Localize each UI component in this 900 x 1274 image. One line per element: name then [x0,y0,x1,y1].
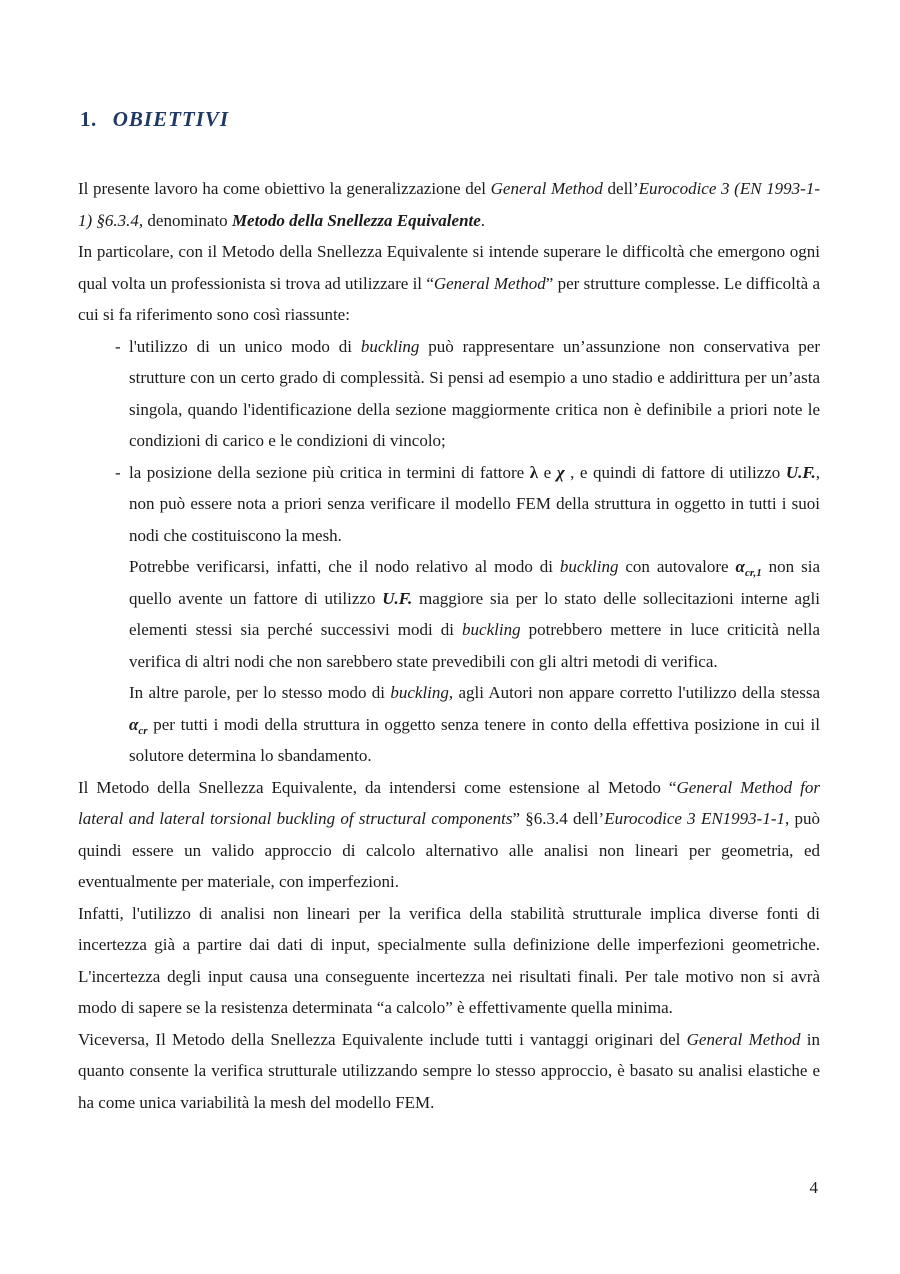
text-run: General Method for lateral and lateral torsional buckling of structural components [78,777,820,828]
text-run: buckling [559,557,619,576]
text-run: α [129,714,139,734]
text-run: in quanto consente la verifica strutturale utilizzando sempre lo stesso approccio, è basato su analisi elastiche e ha come unica variabilità la mesh del modello FEM. [78,1029,820,1112]
text-run: non sia quello avente un fattore di utilizzo [129,557,820,608]
paragraph [78,236,820,331]
text-run: General Method [433,273,546,293]
text-run: . [480,210,486,230]
text-run: la posizione della sezione più critica in termini di fattore [129,462,530,482]
text-run: Eurocodice 3 (EN 1993-1-1) §6.3.4 [78,179,820,230]
text-run: può rappresentare un’assunzione non conservativa per strutture con un certo grado di complessità. Si pensi ad esempio a uno stadio e addirittura per un’asta singola, quando l'identificazione della sezione maggiormente critica non è definibile a priori note le condizioni di carico e le condizioni di vincolo; [129,336,820,450]
section-heading [80,106,820,133]
text-run: cr [138,724,148,737]
text-run: per tutti i modi della struttura in oggetto senza tenere in conto della effettiva posizione in cui il solutore determina lo sbandamento. [129,714,820,765]
text-run: , e quindi di fattore di utilizzo [564,462,786,482]
text-run: ” per strutture complesse. Le difficoltà a cui si fa riferimento sono così riassunte: [78,273,820,324]
text-run: buckling [360,336,420,356]
text-run: Il presente lavoro ha come obiettivo la generalizzazione del [78,179,491,198]
bullet-dash: - [115,462,121,482]
text-run: , non può essere nota a priori senza verificare il modello FEM della struttura in oggetto in tutti i suoi nodi che costituiscono la mesh. [129,462,821,545]
text-run: Infatti, l'utilizzo di analisi non lineari per la verifica della stabilità strutturale implica diverse fonti di incertezza già a partire dai dati di input, specialmente sulla definizione delle imperfezioni geometriche. L'incertezza degli input causa una conseguente incertezza nei risultati finali. Per tale motivo non si avrà modo di sapere se la resistenza determinata “a calcolo” è effettivamente quella minima. [78,903,820,1017]
text-run: α [735,557,745,576]
paragraph [78,1024,820,1119]
text-run: maggiore sia per lo stato delle sollecitazioni interne agli elementi stessi sia perché successivi modi di [129,588,820,639]
text-run: , può quindi essere un valido approccio di calcolo alternativo alle analisi non lineari per geometria, ed eventualmente per materiale, con imperfezioni. [78,809,821,891]
page-number: 4 [809,1178,818,1197]
paragraph [78,898,820,1024]
text-run: potrebbero mettere in luce criticità nella verifica di altri nodi che non sarebbero state prevedibili con gli altri metodi di verifica. [129,620,820,671]
text-run: cr,1 [744,567,762,579]
text-run: buckling [390,683,449,702]
text-run: λ [529,462,539,482]
bullet-dash: - [115,336,121,356]
text-run: Viceversa, Il Metodo della Snellezza Equivalente include tutti i vantaggi originari del [78,1029,687,1049]
paragraph [78,772,820,898]
heading-title: OBIETTIVI [112,107,230,131]
text-run: χ [556,462,565,482]
text-run: dell’ [602,179,639,198]
text-run: Metodo della Snellezza Equivalente [231,210,481,230]
text-run: General Method [490,179,603,198]
text-run: ” §6.3.4 dell’ [512,809,605,828]
text-run: e [538,462,557,482]
text-run: con autovalore [618,557,736,576]
list-item [78,457,820,552]
list-continuation-paragraph [78,551,820,677]
text-run: In altre parole, per lo stesso modo di [129,683,391,702]
text-run: In particolare, con il Metodo della Snellezza Equivalente si intende superare le difficoltà che emergono ogni qual volta un professionista si trova ad utilizzare il “ [78,242,820,293]
list-item [78,331,820,457]
text-run: U.F. [785,462,816,482]
text-run: General Method [686,1029,801,1049]
list-continuation-paragraph [78,677,820,772]
text-run: , denominato [138,210,232,230]
text-run: Il Metodo della Snellezza Equivalente, da intendersi come estensione al Metodo “ [78,777,677,797]
text-run: l'utilizzo di un unico modo di [129,336,361,356]
text-run: buckling [462,620,521,639]
paragraph [78,173,820,236]
text-run: Eurocodice 3 EN1993-1-1 [604,809,785,828]
text-run: U.F. [382,588,413,608]
text-run: Potrebbe verificarsi, infatti, che il nodo relativo al modo di [129,557,560,576]
text-run: , agli Autori non appare corretto l'utilizzo della stessa [448,683,820,702]
document-body [78,173,820,1118]
heading-number: 1. [80,107,97,131]
